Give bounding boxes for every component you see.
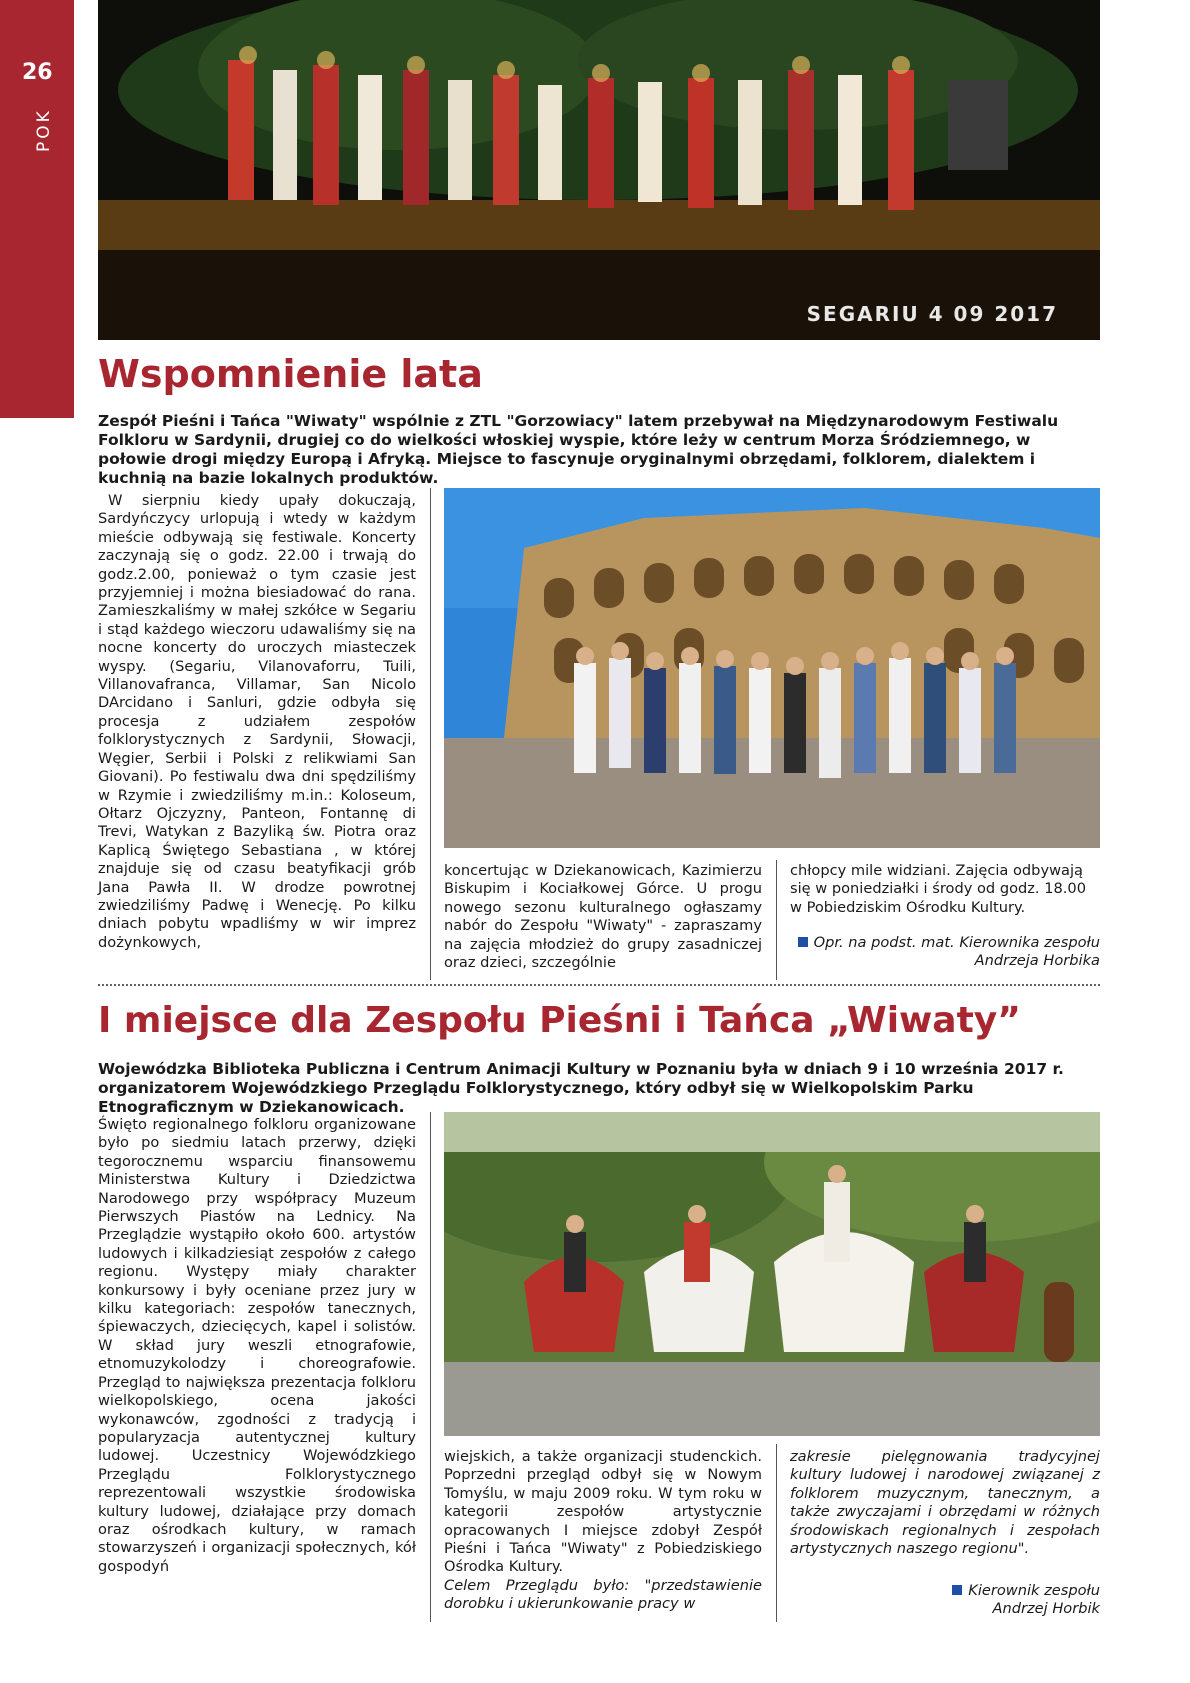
article-column-3: chłopcy mile widziani. Zajęcia odbywają się w poniedziałki i środy od godz. 18.00 w Pobiedziskim Ośrodku Kultury. [790, 862, 1086, 916]
article-column-1: Święto regionalnego folkloru organizowane było po siedmiu latach przerwy, dzięki tegorocznemu wsparciu finansowemu Ministerstwa Kultury i Dziedzictwa Narodowego przy współpracy Muzeum Pierwszych Piastów na Lednicy. Na Przeglądzie wystąpiło około 600. artystów ludowych i kilkadziesiąt zespołów z całego regionu. Występy miały charakter konkursowy i były oceniane przez jury w kilku kategoriach: zespołów tanecznych, śpiewaczych, dziecięcych, kapel i solistów. W skład jury weszli etnografowie, etnomuzykolodzy i choreografowie. Przegląd to największa prezentacja folkloru wielkopolskiego, ocena jakości wykonawców, zgodności z tradycją i popularyzacja autentycznej kultury ludowej. Uczestnicy Wojewódzkiego Przeglądu Folklorystycznego reprezentowali wszystkie środowiska kultury ludowej, działające przy domach oraz ośrodkach kultury, w ramach stowarzyszeń i organizacji społecznych, kół gospodyń [98, 1116, 416, 1575]
signature-line: Opr. na podst. mat. Kierownika zespołu [813, 934, 1100, 951]
article-lead: Zespół Pieśni i Tańca "Wiwaty" wspólnie z ZTL "Gorzowiacy" latem przebywał na Międzynarodowym Festiwalu Folkloru w Sardynii, drugiej co do wielkości włoskiej wyspie, które leży w centrum Morza Śródziemnego, w połowie drogi między Europą i Afryką. Miejsce to fascynuje oryginalnymi obrzędami, folklorem, dialektem i kuchnią na bazie lokalnych produktów. [98, 412, 1059, 487]
article-column-2 [444, 1448, 762, 1614]
article-lead: Wojewódzka Biblioteka Publiczna i Centrum Animacji Kultury w Poznaniu była w dniach 9 i 10 września 2017 r. organizatorem Wojewódzkiego Przeglądu Folklorystycznego, który odbył się w Wielkopolskim Parku Etnograficznym w Dziekanowicach. [98, 1060, 1064, 1116]
colosseum-photo [444, 488, 1100, 848]
article-signature [790, 1582, 1100, 1619]
section-separator [98, 984, 1100, 986]
page-number: 26 [22, 60, 53, 85]
signature-name: Andrzeja Horbika [974, 952, 1100, 970]
column-divider [430, 1112, 431, 1622]
signature-line: Kierownik zespołu [968, 1582, 1100, 1599]
column-divider [776, 860, 777, 980]
article-title: Wspomnienie lata [98, 352, 483, 396]
stage-photo [98, 0, 1100, 340]
article-signature [790, 934, 1100, 971]
article-column-1: W sierpniu kiedy upały dokuczają, Sardyńczycy urlopują i wtedy w każdym mieście odbywają się festiwale. Koncerty zaczynają się o godz. 22.00 i trwają do godz.2.00, ponieważ o tym czasie jest przyjemniej i można biesiadować do rana. Zamieszkaliśmy w małej szkółce w Segariu i stąd każdego wieczoru udawaliśmy się na nocne koncerty do uroczych miasteczek wyspy. (Segariu, Vilanovaforru, Tuili, Villanovafranca, Villamar, San Nicolo DArcidano i Sanluri, gdzie odbyła się procesja z udziałem zespołów folklorystycznych z Sardynii, Słowacji, Węgier, Serbii i Polski z relikwiami San Giovani). Po festiwalu dwa dni spędziliśmy w Rzymie i zwiedziliśmy m.in.: Koloseum, Ołtarz Ojczyzny, Panteon, Fontannę di Trevi, Watykan z Bazyliką św. Piotra oraz Kaplicą Świętego Sebastiana , w której znajduje się od czasu beatyfikacji grób Jana Pawła II. W drodze powrotnej zwiedziliśmy Padwę i Wenecję. Po kilku dniach pobytu wpadliśmy w wir imprez dożynkowych, [98, 492, 416, 951]
article-column-3: zakresie pielęgnowania tradycyjnej kultury ludowej i narodowej związanej z folklorem muzycznym, tanecznym, a także zwyczajami i obrzędami w różnych środowiskach regionalnych i zespołach artystycznych naszego regionu". [790, 1448, 1100, 1558]
bullet-square-icon [952, 1585, 962, 1595]
section-label: POK [34, 108, 54, 152]
article-column-2: koncertując w Dziekanowicach, Kazimierzu Biskupim i Kociałkowej Górce. U progu nowego sezonu kulturalnego ogłaszamy nabór do Zespołu "Wiwaty" - zapraszamy na zajęcia młodzież do grupy zasadniczej oraz dzieci, szczególnie [444, 862, 762, 972]
article-paragraph: Celem Przeglądu było: "przedstawienie dorobku i ukierunkowanie pracy w [444, 1576, 762, 1613]
column-divider [776, 1444, 777, 1622]
photo-caption: SEGARIU 4 09 2017 [806, 302, 1058, 326]
signature-name: Andrzej Horbik [992, 1600, 1100, 1618]
column-divider [430, 488, 431, 980]
bullet-square-icon [798, 937, 808, 947]
article-paragraph: wiejskich, a także organizacji studenckich. Poprzedni przegląd odbył się w Nowym Tomyślu, w maju 2009 roku. W tym roku w kategorii zespołów artystycznie opracowanych I miejsce zdobył Zespół Pieśni i Tańca "Wiwaty" z Pobiedziskiego Ośrodka Kultury. [444, 1448, 762, 1576]
article-title: I miejsce dla Zespołu Pieśni i Tańca „Wiwaty” [98, 1000, 1021, 1041]
section-sidebar [0, 0, 74, 418]
folk-dance-photo [444, 1112, 1100, 1436]
